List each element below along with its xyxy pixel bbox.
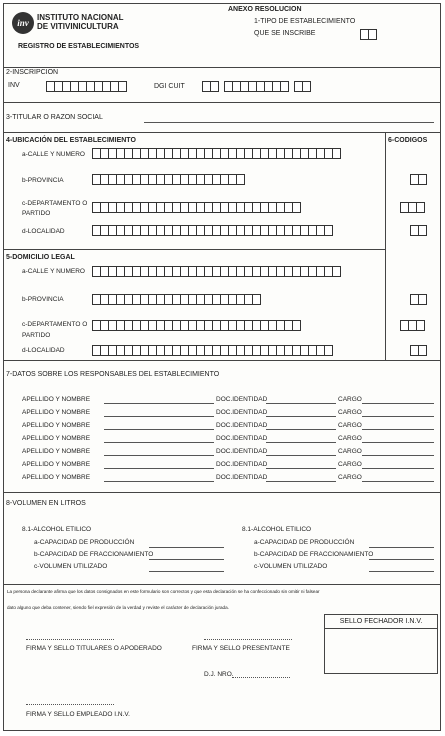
volumen-right-title: 8.1-ALCOHOL ETILICO (242, 526, 312, 533)
responsable-cargo-label: CARGO (338, 474, 362, 481)
responsable-doc-label: DOC.IDENTIDAD (216, 396, 268, 403)
ubicacion-title: 4-UBICACIÓN DEL ESTABLECIMIENTO (6, 137, 136, 144)
divider (4, 102, 440, 103)
annex-label: ANEXO RESOLUCION (228, 6, 302, 13)
domicilio-localidad-label: d-LOCALIDAD (22, 347, 65, 354)
codigo-dom-departamento-boxes[interactable] (400, 320, 424, 331)
sello-fechador-box[interactable] (324, 614, 438, 674)
responsable-doc-field[interactable] (266, 429, 336, 430)
dj-number-field[interactable] (232, 677, 290, 678)
form-page (3, 3, 441, 731)
org-name-line2: DE VITIVINICULTURA (37, 22, 119, 31)
dgi-cuit-label: DGI CUIT (154, 83, 185, 90)
responsable-cargo-field[interactable] (362, 442, 434, 443)
volumen-right-a-field[interactable] (369, 547, 434, 548)
presentante-signature-line[interactable] (204, 639, 292, 640)
inv-logo-text: inv (17, 18, 29, 28)
domicilio-departamento-label: c-DEPARTAMENTO O (22, 321, 88, 328)
responsable-name-label: APELLIDO Y NOMBRE (22, 409, 91, 416)
form-title: REGISTRO DE ESTABLECIMIENTOS (18, 43, 140, 50)
divider (4, 360, 440, 361)
responsable-cargo-field[interactable] (362, 468, 434, 469)
volumen-left-b-field[interactable] (149, 559, 224, 560)
ubicacion-partido-label: PARTIDO (22, 210, 51, 217)
codigo-dom-localidad-boxes[interactable] (410, 345, 426, 356)
codigos-divider (385, 132, 386, 360)
responsable-name-field[interactable] (104, 455, 214, 456)
codigos-title: 6-CODIGOS (388, 137, 428, 144)
volumen-right-b-field[interactable] (369, 559, 434, 560)
ubicacion-calle-boxes[interactable] (92, 148, 340, 159)
responsable-cargo-label: CARGO (338, 461, 362, 468)
responsable-cargo-field[interactable] (362, 455, 434, 456)
establishment-type-label-1: 1-TIPO DE ESTABLECIMIENTO (254, 18, 356, 25)
responsable-name-field[interactable] (104, 442, 214, 443)
ubicacion-provincia-boxes[interactable] (92, 174, 244, 185)
responsable-doc-field[interactable] (266, 455, 336, 456)
dgi-cuit-boxes[interactable] (202, 81, 310, 92)
divider (4, 249, 385, 250)
responsable-doc-field[interactable] (266, 442, 336, 443)
ubicacion-localidad-boxes[interactable] (92, 225, 332, 236)
responsable-cargo-label: CARGO (338, 409, 362, 416)
codigo-dom-provincia-boxes[interactable] (410, 294, 426, 305)
responsable-cargo-label: CARGO (338, 396, 362, 403)
divider (4, 132, 440, 133)
responsable-name-label: APELLIDO Y NOMBRE (22, 448, 91, 455)
titulares-signature-line[interactable] (26, 639, 114, 640)
ubicacion-calle-label: a-CALLE Y NUMERO (22, 151, 85, 158)
responsable-name-label: APELLIDO Y NOMBRE (22, 474, 91, 481)
empleado-signature-label: FIRMA Y SELLO EMPLEADO I.N.V. (26, 711, 130, 718)
domicilio-departamento-boxes[interactable] (92, 320, 300, 331)
responsable-doc-label: DOC.IDENTIDAD (216, 474, 268, 481)
volumen-left-a-field[interactable] (149, 547, 224, 548)
domicilio-calle-label: a-CALLE Y NUMERO (22, 268, 85, 275)
divider (4, 492, 440, 493)
responsable-cargo-field[interactable] (362, 481, 434, 482)
responsable-cargo-field[interactable] (362, 429, 434, 430)
volumen-left-title: 8.1-ALCOHOL ETILICO (22, 526, 92, 533)
volumen-right-c-field[interactable] (369, 571, 434, 572)
dj-number-label: D.J. NRO. (204, 671, 234, 678)
inv-number-boxes[interactable] (46, 81, 126, 92)
declaracion-line1: La persona declarante afirma que los datos consignados en este formulario son correctos y que esta declaración se ha confeccionado sin omitir ni falsear (7, 589, 320, 594)
responsable-doc-field[interactable] (266, 416, 336, 417)
declaracion-line2: dato alguno que deba contener, siendo fiel expresión de la verdad y reviste el carácter de declaración jurada. (7, 605, 229, 610)
responsable-cargo-label: CARGO (338, 422, 362, 429)
responsable-name-label: APELLIDO Y NOMBRE (22, 396, 91, 403)
volumen-left-a-label: a-CAPACIDAD DE PRODUCCIÓN (34, 539, 135, 546)
responsable-doc-label: DOC.IDENTIDAD (216, 461, 268, 468)
domicilio-provincia-boxes[interactable] (92, 294, 260, 305)
codigo-provincia-boxes[interactable] (410, 174, 426, 185)
responsable-doc-label: DOC.IDENTIDAD (216, 448, 268, 455)
inv-logo (12, 12, 34, 34)
codigo-departamento-boxes[interactable] (400, 202, 424, 213)
responsable-name-field[interactable] (104, 429, 214, 430)
responsable-name-field[interactable] (104, 468, 214, 469)
divider (4, 584, 440, 585)
domicilio-partido-label: PARTIDO (22, 332, 51, 339)
volumen-right-a-label: a-CAPACIDAD DE PRODUCCIÓN (254, 539, 355, 546)
responsable-name-field[interactable] (104, 403, 214, 404)
titulares-signature-label: FIRMA Y SELLO TITULARES O APODERADO (26, 645, 162, 652)
domicilio-localidad-boxes[interactable] (92, 345, 332, 356)
presentante-signature-label: FIRMA Y SELLO PRESENTANTE (192, 645, 290, 652)
responsable-cargo-field[interactable] (362, 403, 434, 404)
inv-label: INV (8, 82, 20, 89)
responsable-name-field[interactable] (104, 481, 214, 482)
volumen-left-b-label: b-CAPACIDAD DE FRACCIONAMIENTO (34, 551, 154, 558)
responsable-doc-field[interactable] (266, 403, 336, 404)
domicilio-calle-boxes[interactable] (92, 266, 340, 277)
domicilio-title: 5-DOMICILIO LEGAL (6, 254, 75, 261)
responsable-name-label: APELLIDO Y NOMBRE (22, 435, 91, 442)
responsable-doc-label: DOC.IDENTIDAD (216, 422, 268, 429)
volumen-title: 8-VOLUMEN EN LITROS (6, 500, 86, 507)
divider (4, 67, 440, 68)
titular-label: 3-TITULAR O RAZON SOCIAL (6, 114, 103, 121)
titular-field[interactable] (144, 122, 434, 123)
ubicacion-departamento-label: c-DEPARTAMENTO O (22, 200, 88, 207)
volumen-right-c-label: c-VOLUMEN UTILIZADO (254, 563, 328, 570)
responsable-doc-label: DOC.IDENTIDAD (216, 409, 268, 416)
responsable-cargo-label: CARGO (338, 435, 362, 442)
responsable-doc-label: DOC.IDENTIDAD (216, 435, 268, 442)
establishment-type-boxes[interactable] (360, 29, 376, 40)
responsable-doc-field[interactable] (266, 468, 336, 469)
responsable-name-label: APELLIDO Y NOMBRE (22, 422, 91, 429)
establishment-type-label-2: QUE SE INSCRIBE (254, 30, 316, 37)
org-name-line1: INSTITUTO NACIONAL (37, 13, 124, 22)
empleado-signature-line[interactable] (26, 704, 114, 705)
responsable-cargo-field[interactable] (362, 416, 434, 417)
responsable-doc-field[interactable] (266, 481, 336, 482)
sello-fechador-title: SELLO FECHADOR I.N.V. (325, 615, 437, 629)
volumen-left-c-label: c-VOLUMEN UTILIZADO (34, 563, 108, 570)
inscripcion-title: 2-INSCRIPCION (6, 69, 59, 76)
ubicacion-localidad-label: d-LOCALIDAD (22, 228, 65, 235)
volumen-left-c-field[interactable] (149, 571, 224, 572)
responsables-title: 7-DATOS SOBRE LOS RESPONSABLES DEL ESTABLECIMIENTO (6, 371, 220, 378)
domicilio-provincia-label: b-PROVINCIA (22, 296, 64, 303)
codigo-localidad-boxes[interactable] (410, 225, 426, 236)
ubicacion-provincia-label: b-PROVINCIA (22, 177, 64, 184)
ubicacion-departamento-boxes[interactable] (92, 202, 300, 213)
responsable-name-field[interactable] (104, 416, 214, 417)
volumen-right-b-label: b-CAPACIDAD DE FRACCIONAMIENTO (254, 551, 374, 558)
responsable-name-label: APELLIDO Y NOMBRE (22, 461, 91, 468)
responsable-cargo-label: CARGO (338, 448, 362, 455)
